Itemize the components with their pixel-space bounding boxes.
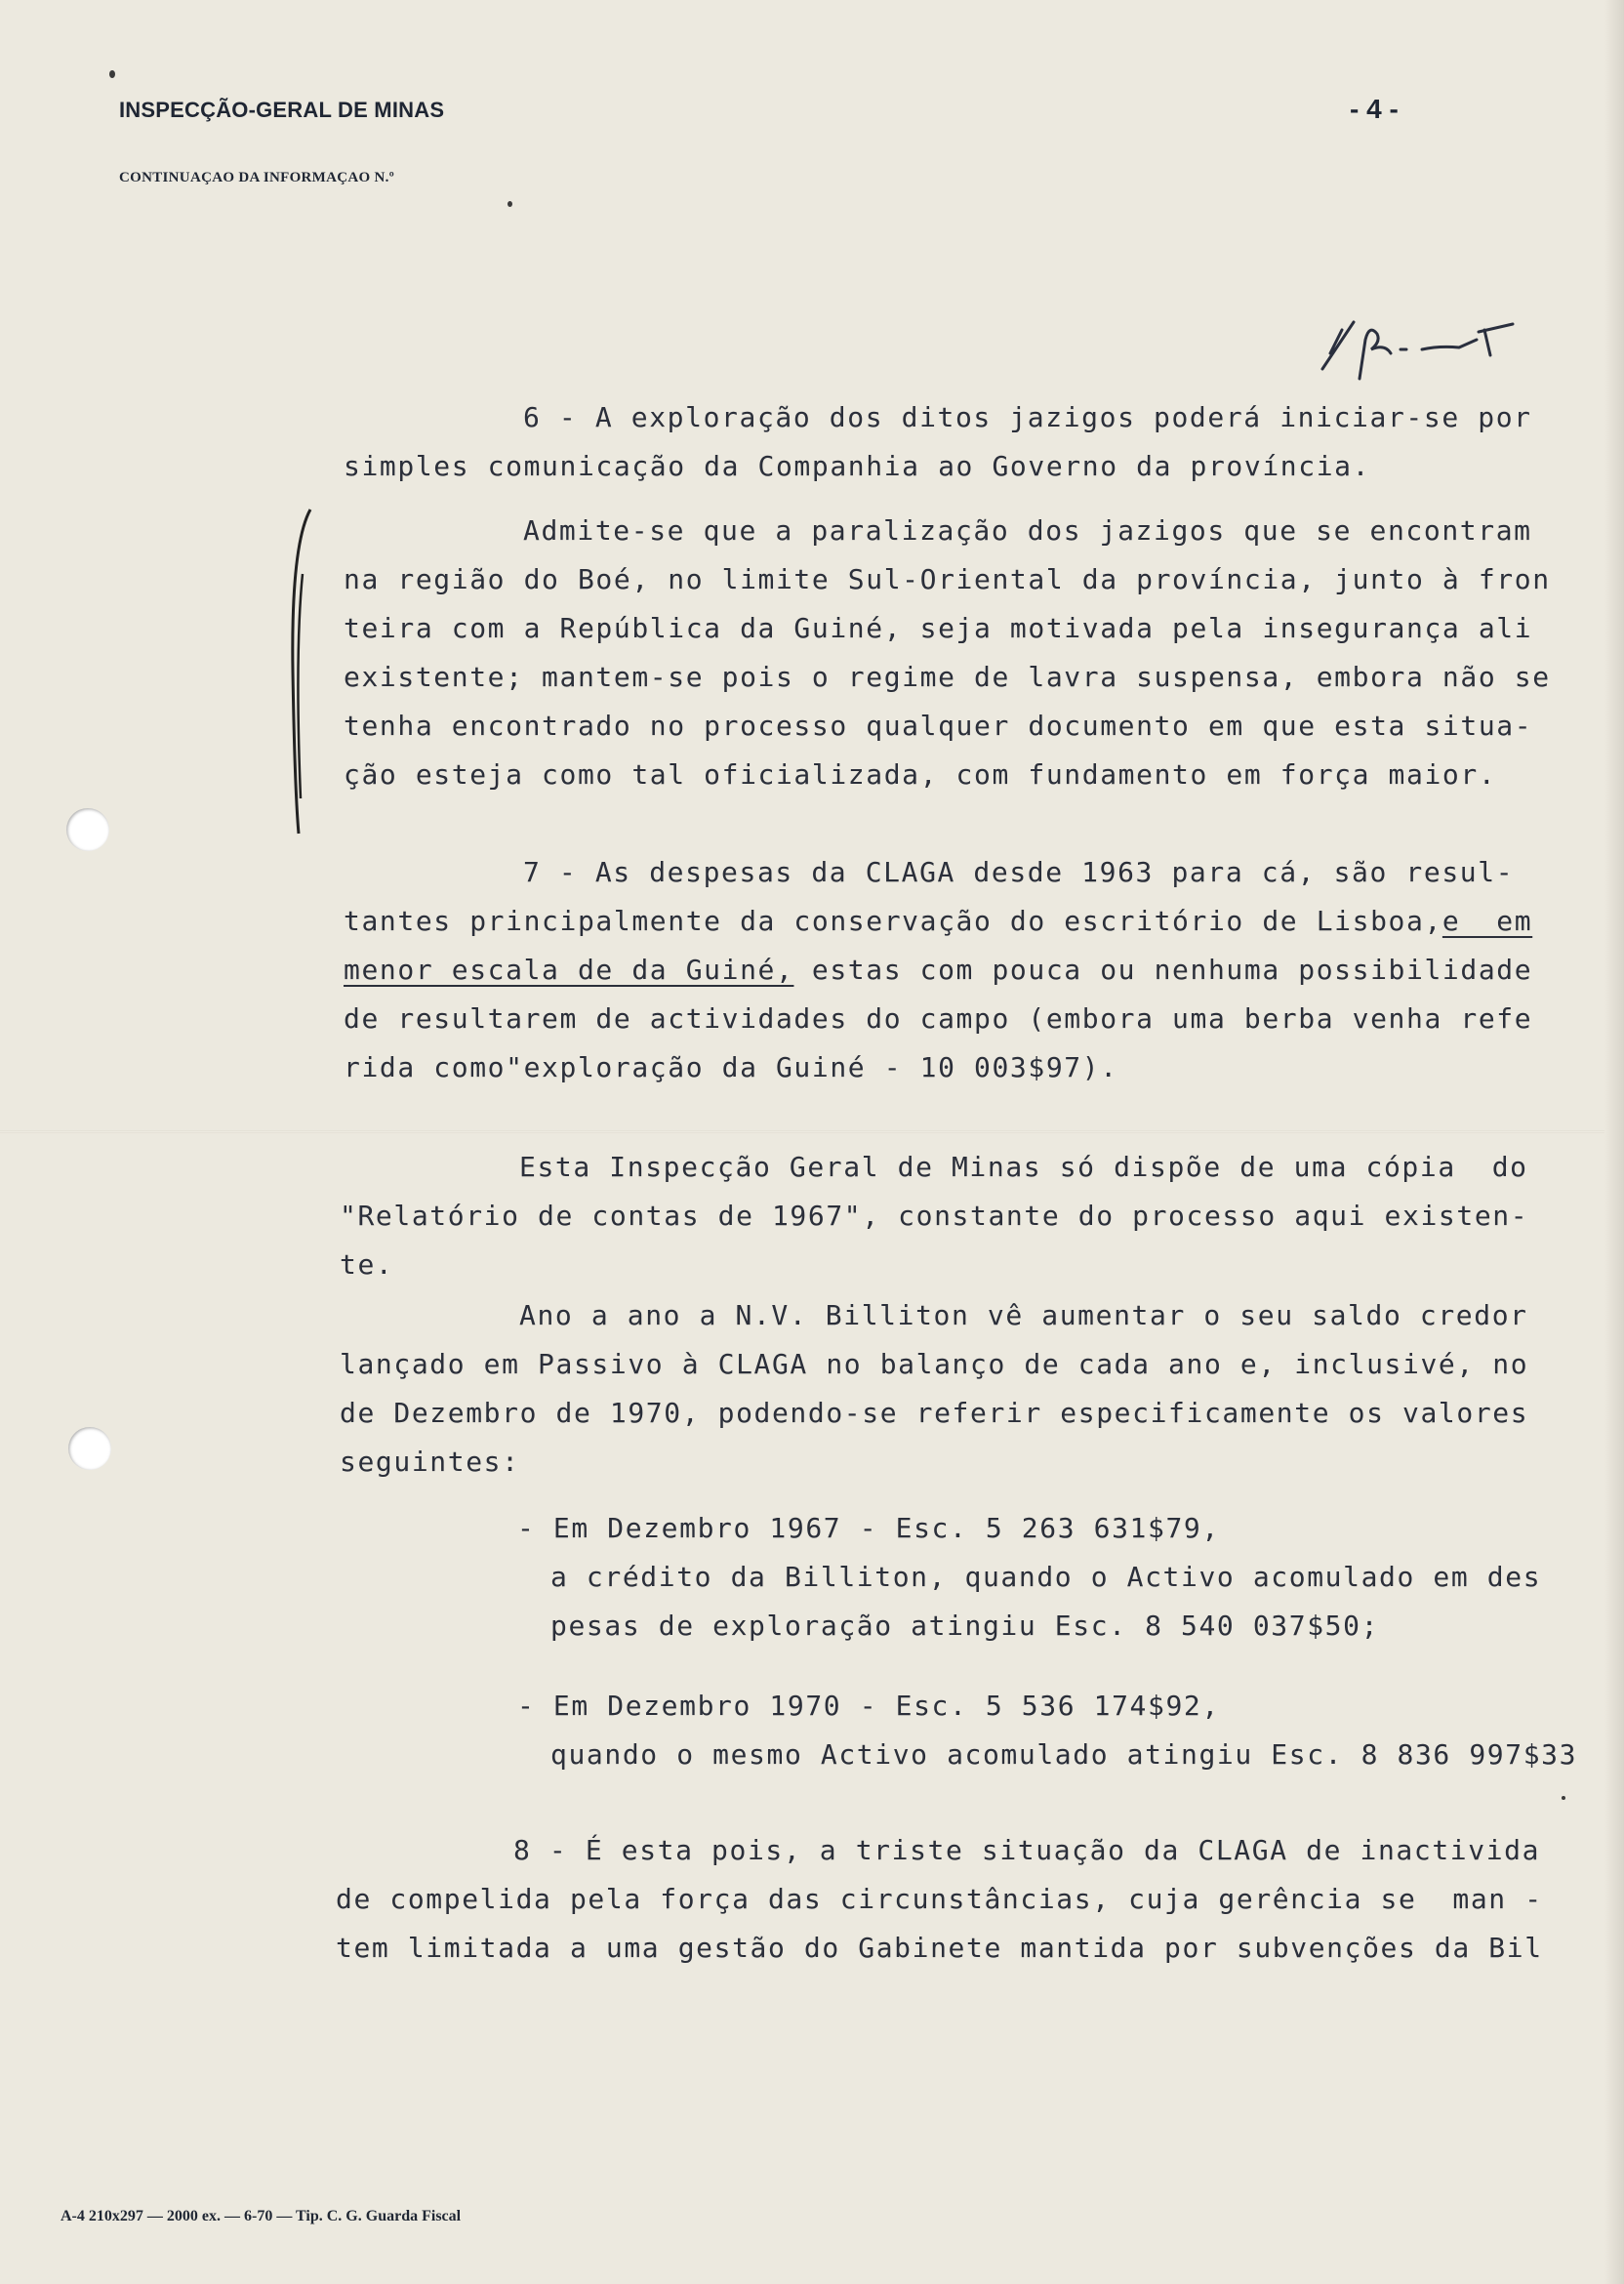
text-line: quando o mesmo Activo acomulado atingiu Esc. 8 836 997$33 <box>550 1738 1578 1771</box>
text-line: de Dezembro de 1970, podendo-se referir especificamente os valores <box>340 1397 1529 1429</box>
text-line: ção esteja como tal oficializada, com fundamento em força maior. <box>344 758 1497 791</box>
text-line: tem limitada a uma gestão do Gabinete mantida por subvenções da Bil <box>336 1932 1543 1964</box>
paper-edge <box>1604 0 1624 2284</box>
text-line: existente; mantem-se pois o regime de lavra suspensa, embora não se <box>344 661 1551 693</box>
text-line: de resultarem de actividades do campo (embora uma berba venha refe <box>344 1002 1533 1035</box>
signature <box>1313 310 1522 388</box>
list-item: - Em Dezembro 1970 - Esc. 5 536 174$92, <box>517 1690 1220 1722</box>
underlined-text: menor escala de da Guiné, <box>344 954 794 986</box>
text-segment: tantes principalmente da conservação do escritório de Lisboa, <box>344 905 1442 937</box>
continuation-label: CONTINUAÇAO DA INFORMAÇAO N.º <box>119 170 394 185</box>
print-footer: A-4 210x297 — 2000 ex. — 6-70 — Tip. C. G. Guarda Fiscal <box>61 2208 462 2224</box>
text-line: na região do Boé, no limite Sul-Oriental da província, junto à fron <box>344 563 1551 595</box>
page-fold <box>0 1130 1624 1133</box>
text-line: de compelida pela força das circunstâncias, cuja gerência se man - <box>336 1883 1543 1915</box>
text-line: 8 - É esta pois, a triste situação da CLAGA de inactivida <box>513 1834 1541 1866</box>
text-line: 6 - A exploração dos ditos jazigos poderá iniciar-se por <box>523 401 1532 433</box>
text-line: Ano a ano a N.V. Billiton vê aumentar o seu saldo credor <box>519 1299 1528 1331</box>
text-line: te. <box>340 1248 394 1281</box>
text-line: a crédito da Billiton, quando o Activo acomulado em des <box>550 1561 1542 1593</box>
text-line: simples comunicação da Companhia ao Governo da província. <box>344 450 1371 482</box>
text-line: rida como"exploração da Guiné - 10 003$97). <box>344 1051 1118 1083</box>
punch-hole-top <box>66 808 109 851</box>
text-segment: estas com pouca ou nenhuma possibilidade <box>793 954 1533 986</box>
text-line: "Relatório de contas de 1967", constante do processo aqui existen- <box>340 1200 1529 1232</box>
ink-speck <box>109 70 115 78</box>
ink-speck <box>508 201 512 207</box>
text-line <box>344 954 1533 986</box>
text-line: teira com a República da Guiné, seja motivada pela insegurança ali <box>344 612 1533 644</box>
text-line: Esta Inspecção Geral de Minas só dispõe de uma cópia do <box>519 1151 1528 1183</box>
page-number: - 4 - <box>1350 94 1399 124</box>
list-item: - Em Dezembro 1967 - Esc. 5 263 631$79, <box>517 1512 1220 1544</box>
text-line: 7 - As despesas da CLAGA desde 1963 para cá, são resul- <box>523 856 1515 888</box>
punch-hole-bottom <box>68 1427 111 1470</box>
text-line: lançado em Passivo à CLAGA no balanço de cada ano e, inclusivé, no <box>340 1348 1529 1380</box>
underlined-text: e em <box>1441 905 1533 937</box>
margin-bracket <box>285 506 324 837</box>
ink-speck <box>1562 1796 1565 1800</box>
text-line: pesas de exploração atingiu Esc. 8 540 037$50; <box>550 1610 1380 1642</box>
text-line: Admite-se que a paralização dos jazigos que se encontram <box>523 514 1532 547</box>
text-line <box>344 905 1533 937</box>
text-line: tenha encontrado no processo qualquer documento em que esta situa- <box>344 710 1533 742</box>
organization-header: INSPECÇÃO-GERAL DE MINAS <box>119 98 445 122</box>
text-line: seguintes: <box>340 1446 520 1478</box>
